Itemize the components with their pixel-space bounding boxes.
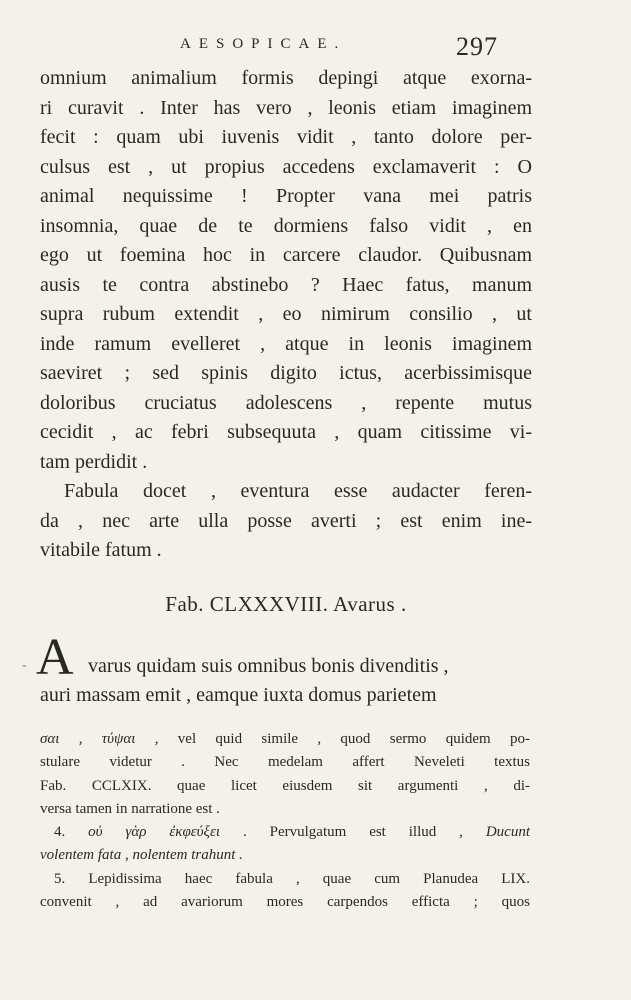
note-text: stulare videtur . Nec medelam affert Neveleti textus (40, 754, 530, 771)
text-line: doloribus cruciatus adolescens , repente mutus (40, 391, 532, 414)
main-text-block (40, 64, 532, 566)
note-text: Fab. CCLXIX. quae licet eiusdem sit argumenti , di- (40, 777, 530, 794)
fable-second-line: auri massam emit , eamque iuxta domus parietem (40, 684, 437, 706)
fable-first-line: varus quidam suis omnibus bonis divenditis , (88, 655, 449, 677)
footnote-line (40, 891, 530, 914)
footnote-line (40, 798, 530, 821)
footnote-line (40, 728, 530, 751)
text-line: omnium animalium formis depingi atque exorna- (40, 67, 532, 89)
footnotes (40, 728, 530, 914)
moral-text-lines (40, 477, 532, 566)
moral-line: vitabile fatum . (40, 539, 162, 561)
running-title: AESOPICAE. (180, 36, 347, 52)
text-line: fecit : quam ubi iuvenis vidit , tanto dolore per- (40, 126, 532, 148)
text-line: cecidit , ac febri subsequuta , quam citissime vi- (40, 421, 532, 443)
text-line: insomnia, quae de te dormiens falso vidit , en (40, 214, 532, 237)
moral-line: Fabula docet , eventura esse audacter feren- (64, 480, 532, 502)
italic-text: οὐ γὰρ ἐκφεύξει (88, 824, 221, 841)
moral-line: da , nec arte ulla posse averti ; est enim ine- (40, 509, 532, 532)
italic-text: volentem fata , nolentem trahunt . (40, 847, 243, 864)
note-text: convenit , ad avariorum mores carpendos efficta ; quos (40, 894, 530, 911)
main-text-lines (40, 64, 532, 477)
footnote-line (40, 775, 530, 798)
italic-text: σαι , τύψαι , (40, 731, 159, 747)
text-line: supra rubum extendit , eo nimirum consilio , ut (40, 303, 532, 325)
margin-mark: - (22, 658, 27, 673)
drop-cap: A (36, 629, 74, 686)
italic-text: Ducunt (485, 824, 530, 841)
note-text: versa tamen in narratione est . (40, 800, 220, 817)
note-text: vel quid simile , quod sermo quidem po- (158, 731, 530, 747)
page-number: 297 (456, 32, 498, 61)
text-line: ri curavit . Inter has vero , leonis etiam imaginem (40, 96, 532, 119)
text-line: animal nequissime ! Propter vana mei patris (40, 185, 532, 207)
fable-title: Fab. CLXXXVIII. Avarus . (165, 592, 407, 616)
footnote-line (40, 751, 530, 774)
text-line: saeviret ; sed spinis digito ictus, acerbissimisque (40, 362, 532, 384)
text-line: ausis te contra abstinebo ? Haec fatus, manum (40, 273, 532, 296)
footnote-line (40, 868, 530, 891)
note-text: 5. Lepidissima haec fabula , quae cum Planudea LIX. (54, 870, 530, 887)
note-text: . Pervulgatum est illud , (220, 824, 486, 841)
text-line: culsus est , ut propius accedens exclamaverit : O (40, 155, 532, 178)
footnote-line (40, 844, 530, 867)
footnote-line (40, 821, 530, 844)
text-line: inde ramum evelleret , atque in leonis imaginem (40, 332, 532, 355)
text-line: tam perdidit . (40, 450, 148, 473)
text-line: ego ut foemina hoc in carcere claudor. Quibusnam (40, 244, 532, 266)
note-text: 4. (54, 824, 89, 841)
